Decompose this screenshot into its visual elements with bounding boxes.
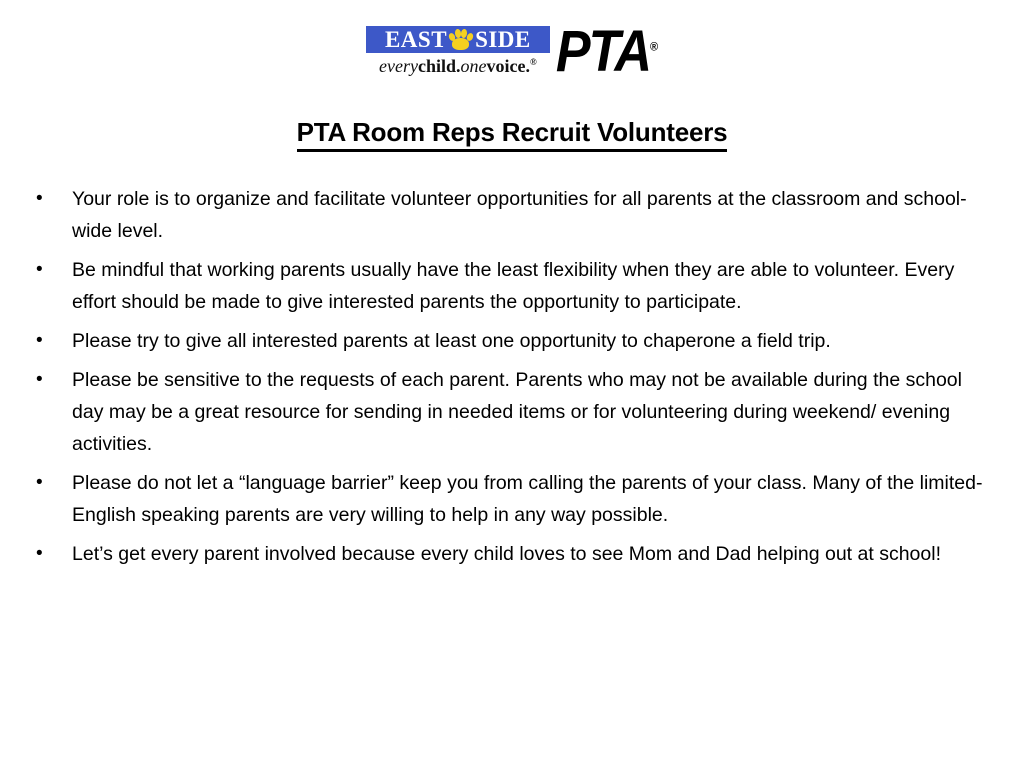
bullet-list — [30, 183, 994, 577]
bullet-marker-icon: • — [36, 369, 43, 390]
logo-tagline — [366, 53, 550, 75]
bullet-marker-icon: • — [36, 259, 43, 280]
bullet-text: Please be sensitive to the requests of each parent. Parents who may not be available during the school day may be a great resource for sending in needed items or for volunteering during weekend/ evening activities. — [72, 369, 962, 455]
bullet-marker-icon: • — [36, 188, 43, 209]
logo-banner-text-side: SIDE — [475, 27, 531, 52]
logo-banner-text-east: EAST — [384, 27, 448, 52]
logo-pta-registered-mark: ® — [650, 40, 659, 54]
list-item — [30, 364, 994, 460]
bullet-text: Be mindful that working parents usually have the least flexibility when they are able to volunteer. Every effort should be made to give interested parents the opportunity to participate. — [72, 259, 955, 313]
bullet-text: Please try to give all interested parents at least one opportunity to chaperone a field trip. — [72, 330, 831, 352]
page-title — [0, 117, 1024, 148]
bullet-text: Let’s get every parent involved because every child loves to see Mom and Dad helping out at school! — [72, 543, 941, 565]
list-item — [30, 254, 994, 318]
list-item — [30, 183, 994, 247]
list-item — [30, 325, 994, 357]
eastside-pta-logo — [0, 19, 1024, 85]
list-item — [30, 467, 994, 531]
logo-group — [366, 19, 659, 85]
logo-banner — [366, 26, 550, 53]
list-item — [30, 538, 994, 570]
page-title-text: PTA Room Reps Recruit Volunteers — [297, 117, 728, 152]
tagline-registered-mark: ® — [529, 57, 537, 67]
bullet-text: Please do not let a “language barrier” keep you from calling the parents of your class. Many of the limited-English speaking parents are very willing to help in any way possible. — [72, 472, 983, 526]
tagline-every: every — [379, 56, 418, 76]
tagline-one: one — [460, 56, 487, 76]
bullet-marker-icon: • — [36, 543, 43, 564]
bullet-marker-icon: • — [36, 330, 43, 351]
tagline-voice: voice. — [486, 56, 530, 76]
bullet-text: Your role is to organize and facilitate volunteer opportunities for all parents at the classroom and school-wide level. — [72, 188, 967, 242]
tagline-child: child. — [417, 56, 461, 76]
bullet-marker-icon: • — [36, 472, 43, 493]
logo-pta-wordmark — [555, 19, 659, 85]
logo-pta-text: PTA — [555, 19, 651, 85]
logo-eastside-block — [366, 26, 550, 75]
paw-print-icon — [448, 29, 474, 51]
